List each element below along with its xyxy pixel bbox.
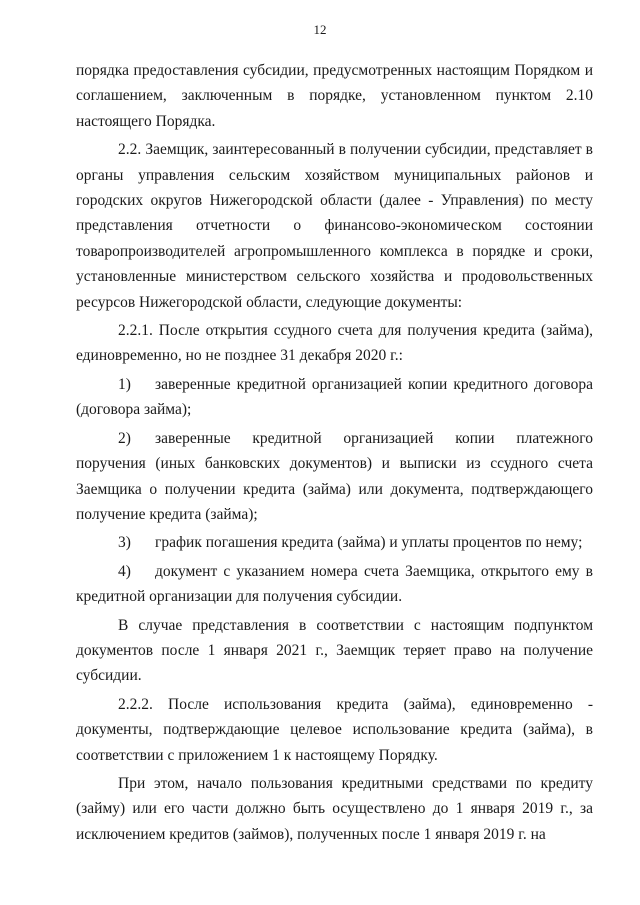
document-body xyxy=(76,58,593,847)
paragraph-continuation: порядка предоставления субсидии, предусмотренных настоящим Порядком и соглашением, заключенным в порядке, установленном пунктом 2.10 настоящего Порядка. xyxy=(76,62,593,130)
paragraph-2-2-2: 2.2.2. После использования кредита (займа), единовременно - документы, подтверждающие целевое использование кредита (займа), в соответствии с приложением 1 к настоящему Порядку. xyxy=(76,695,593,764)
list-item-1 xyxy=(76,372,593,423)
paragraph-late-submission: В случае представления в соответствии с настоящим подпунктом документов после 1 января 2021 г., Заемщик теряет право на получение субсидии. xyxy=(76,616,593,685)
list-number: 1) xyxy=(118,375,131,393)
page-number: 12 xyxy=(313,22,327,37)
paragraph-usage-start: При этом, начало пользования кредитными средствами по кредиту (займу) или его части должно быть осуществлено до 1 января 2019 г., за исключением кредитов (займов), полученных после 1 января 2019 г. на xyxy=(76,774,593,843)
list-number: 3) xyxy=(118,534,131,552)
paragraph-2-2-1: 2.2.1. После открытия ссудного счета для получения кредита (займа), единовременно, но не позднее 31 декабря 2020 г.: xyxy=(76,322,593,365)
list-item-3 xyxy=(76,530,593,555)
list-item-2 xyxy=(76,426,593,528)
list-item-4 xyxy=(76,559,593,610)
list-text: документ с указанием номера счета Заемщика, открытого ему в кредитной организации для получения субсидии. xyxy=(76,562,593,606)
list-number: 4) xyxy=(118,562,131,580)
list-text: заверенные кредитной организацией копии кредитного договора (договора займа); xyxy=(76,375,593,419)
list-text: график погашения кредита (займа) и уплаты процентов по нему; xyxy=(155,534,583,552)
paragraph-2-2: 2.2. Заемщик, заинтересованный в получении субсидии, представляет в органы управления сельским хозяйством муниципальных районов и городских округов Нижегородской области (далее - Управления) по месту представления отчетности о финансово-экономическом состоянии товаропроизводителей агропромышленного комплекса в порядке и сроки, установленные министерством сельского хозяйства и продовольственных ресурсов Нижегородской области, следующие документы: xyxy=(76,141,593,311)
list-number: 2) xyxy=(118,429,131,447)
list-text: заверенные кредитной организацией копии платежного поручения (иных банковских документов) и выписки из ссудного счета Заемщика о получении кредита (займа) или документа, подтверждающего получение кредита (займа); xyxy=(76,429,593,523)
